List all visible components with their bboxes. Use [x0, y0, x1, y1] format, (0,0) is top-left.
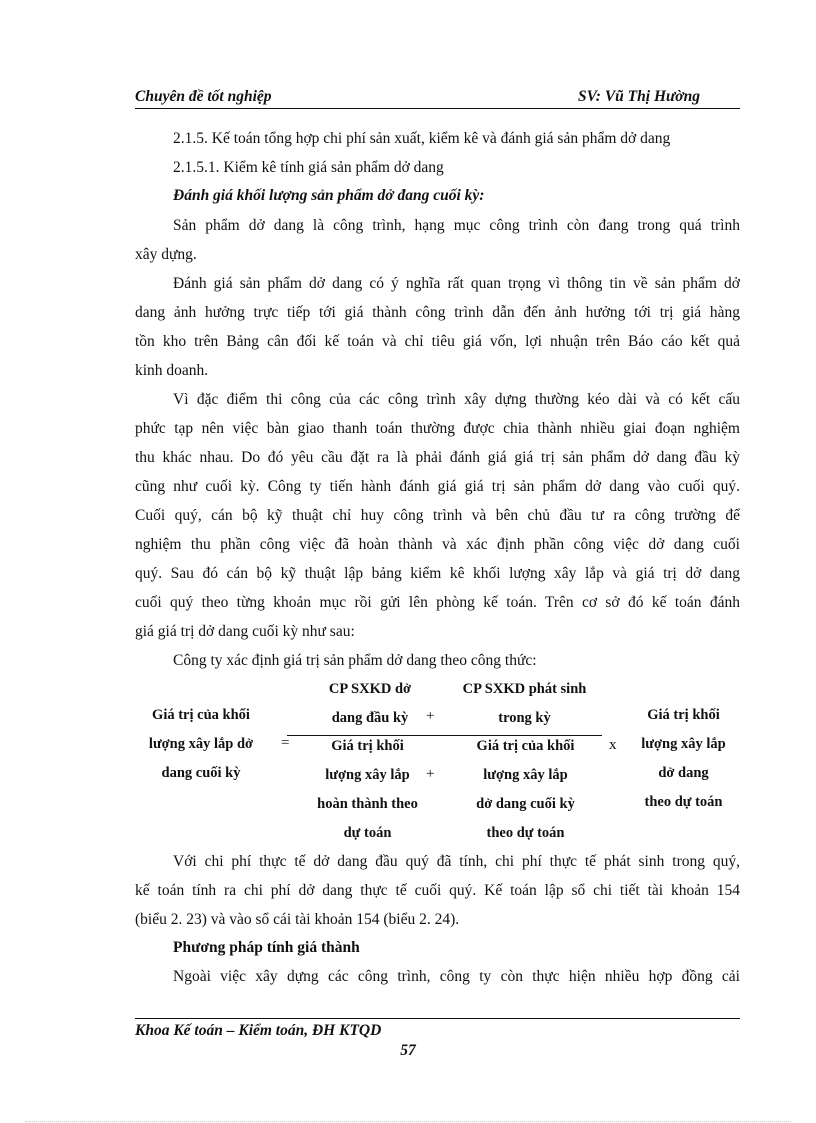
footer-rule	[135, 1018, 740, 1019]
plus-sign: +	[426, 766, 435, 782]
formula-text-line: dự toán	[343, 825, 392, 841]
formula-text-line: CP SXKD phát sinh	[462, 681, 587, 697]
paragraph-line: Đánh giá sản phẩm dở dang có ý nghĩa rất quan trọng vì thông tin về sản phẩm dở	[173, 275, 740, 292]
paragraph-line: Sản phẩm dở dang là công trình, hạng mục công trình còn đang trong quá trình	[173, 217, 740, 234]
formula-text-line: trong kỳ	[498, 710, 551, 726]
paragraph-line: phức tạp nên việc bàn giao thanh toán thường được chia thành nhiều giai đoạn nghiệm	[135, 420, 740, 437]
equals-sign: =	[281, 735, 290, 751]
paragraph-line: cuối quý theo từng khoản mục rồi gửi lên phòng kế toán. Trên cơ sở đó kế toán đánh	[135, 594, 740, 611]
footer-faculty: Khoa Kế toán – Kiểm toán, ĐH KTQD	[135, 1022, 382, 1039]
paragraph-line: xây dựng.	[135, 246, 197, 263]
formula-text-line: dở dang	[658, 765, 709, 781]
formula-denominator-2	[453, 736, 598, 852]
paragraph-line: thu khác nhau. Do đó yêu cầu đặt ra là phải đánh giá giá trị sản phẩm dở dang đầu kỳ	[135, 449, 740, 466]
paragraph-line: nghiệm thu phần công việc đã hoàn thành và xác định phần công việc dở dang cuối	[135, 536, 740, 553]
formula-lhs-line: lượng xây lắp dở	[148, 736, 254, 752]
header-title: Chuyên đề tốt nghiệp	[135, 88, 272, 105]
paragraph-line: (biểu 2. 23) và vào sổ cái tài khoản 154 (biểu 2. 24).	[135, 911, 460, 928]
formula-text-line: Giá trị của khối	[476, 738, 575, 754]
paragraph-line: cũng như cuối kỳ. Công ty tiến hành đánh giá giá trị sản phẩm dở dang vào cuối quý.	[135, 478, 740, 495]
subheading-phuong-phap: Phương pháp tính giá thành	[173, 939, 360, 956]
formula-text-line: hoàn thành theo	[317, 796, 418, 812]
paragraph-line: tồn kho trên Bảng cân đối kế toán và chỉ tiêu giá vốn, lợi nhuận trên Báo cáo kết quả	[135, 333, 740, 350]
page-number: 57	[400, 1042, 416, 1059]
plus-sign: +	[426, 708, 435, 724]
paragraph-line: kinh doanh.	[135, 362, 209, 379]
formula-text-line: Giá trị khối	[331, 738, 404, 754]
paragraph-line: Với chi phí thực tế dở dang đầu quý đã tính, chi phí thực tế phát sinh trong quý,	[173, 853, 740, 870]
paragraph-line: quý. Sau đó cán bộ kỹ thuật lập bảng kiểm kê khối lượng xây lắp và giá trị dở dang	[135, 565, 740, 582]
formula-text-line: lượng xây lắp	[483, 767, 568, 783]
multiply-sign: x	[609, 737, 617, 753]
paragraph-line: Cuối quý, cán bộ kỹ thuật chỉ huy công trình và bên chủ đầu tư ra công trường để	[135, 507, 740, 524]
paragraph-line: Công ty xác định giá trị sản phẩm dở dang theo công thức:	[173, 652, 537, 669]
formula-lhs-line: dang cuối kỳ	[161, 765, 241, 781]
formula-text-line: Giá trị khối	[647, 707, 720, 723]
paragraph-line: Vì đặc điểm thi công của các công trình xây dựng thường kéo dài và có kết cấu	[173, 391, 740, 408]
page-boundary	[25, 1121, 791, 1122]
formula-lhs	[135, 705, 267, 792]
section-heading-2-1-5: 2.1.5. Kế toán tổng hợp chi phí sản xuất, kiểm kê và đánh giá sản phẩm dở dang	[173, 130, 671, 147]
formula-lhs-line: Giá trị của khối	[152, 707, 250, 723]
paragraph-line: kế toán tính ra chi phí dở dang thực tế cuối quý. Kế toán lập sổ chi tiết tài khoản 154	[135, 882, 740, 899]
formula-text-line: theo dự toán	[644, 794, 723, 810]
formula-text-line: dở dang cuối kỳ	[476, 796, 575, 812]
paragraph-line: Ngoài việc xây dựng các công trình, công ty còn thực hiện nhiều hợp đồng cải	[173, 968, 740, 985]
paragraph-line: giá giá trị dở dang cuối kỳ như sau:	[135, 623, 355, 640]
paragraph-line: dang ảnh hưởng trực tiếp tới giá thành công trình dẫn đến ảnh hưởng tới trị giá hàng	[135, 304, 740, 321]
valuation-formula	[135, 676, 740, 844]
subheading-danh-gia: Đánh giá khối lượng sản phẩm dở đang cuối kỳ:	[173, 187, 485, 204]
formula-numerator-2	[447, 679, 602, 737]
formula-text-line: CP SXKD dở	[328, 681, 412, 697]
formula-rhs	[627, 705, 740, 821]
page-header	[135, 86, 740, 108]
header-rule	[135, 108, 740, 109]
formula-text-line: theo dự toán	[486, 825, 565, 841]
formula-text-line: dang đầu kỳ	[331, 710, 409, 726]
formula-denominator-1	[295, 736, 440, 852]
formula-text-line: lượng xây lắp	[641, 736, 726, 752]
section-heading-2-1-5-1: 2.1.5.1. Kiểm kê tính giá sản phẩm dở dang	[173, 159, 444, 176]
formula-numerator-1	[300, 679, 440, 737]
formula-text-line: lượng xây lắp	[325, 767, 410, 783]
header-author: SV: Vũ Thị Hường	[578, 88, 700, 105]
